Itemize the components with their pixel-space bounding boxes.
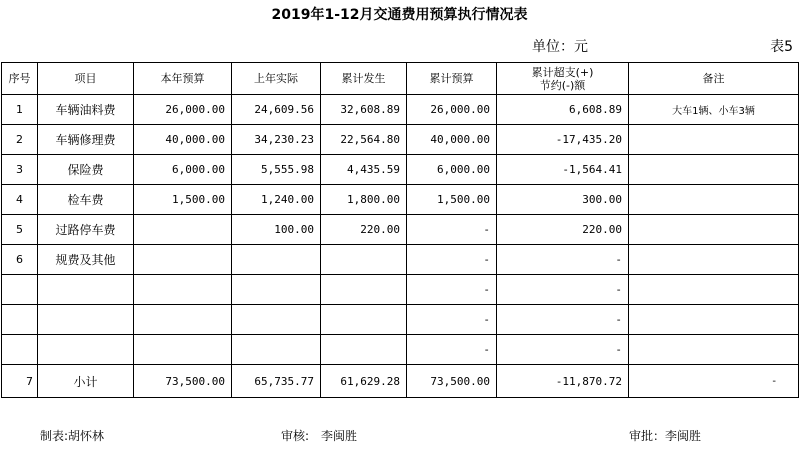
cell-note [629,245,799,275]
header-variance [497,63,629,95]
table-row [2,275,799,305]
cell-item [38,305,134,335]
table-row [2,245,799,275]
cell-item: 小计 [38,365,134,398]
cell-variance: -11,870.72 [497,365,629,398]
cell-budget: 6,000.00 [134,155,232,185]
cell-seq: 4 [2,185,38,215]
cell-variance: 220.00 [497,215,629,245]
cell-seq [2,305,38,335]
table-row [2,185,799,215]
cell-variance: -17,435.20 [497,125,629,155]
page-title: 2019年1-12月交通费用预算执行情况表 [271,7,528,23]
budget-table [1,62,799,398]
cell-cum-actual: 32,608.89 [321,95,407,125]
cell-cum-actual: 1,800.00 [321,185,407,215]
cell-variance: -1,564.41 [497,155,629,185]
cell-item: 检车费 [38,185,134,215]
unit-label: 单位：元 [532,39,588,55]
header-seq: 序号 [2,63,38,95]
table-row [2,215,799,245]
cell-cum-budget: 26,000.00 [407,95,497,125]
cell-cum-budget: 6,000.00 [407,155,497,185]
header-cum-budget: 累计预算 [407,63,497,95]
cell-cum-actual: 220.00 [321,215,407,245]
cell-cum-actual [321,275,407,305]
cell-item: 规费及其他 [38,245,134,275]
header-variance-line1: 累计超支(+) [531,65,594,79]
header-row [2,63,799,95]
cell-last-actual [232,275,321,305]
cell-last-actual [232,305,321,335]
cell-cum-actual: 22,564.80 [321,125,407,155]
header-last-actual: 上年实际 [232,63,321,95]
cell-note [629,335,799,365]
cell-cum-budget: - [407,305,497,335]
cell-variance: - [497,305,629,335]
cell-variance: - [497,275,629,305]
cell-cum-actual: 4,435.59 [321,155,407,185]
cell-last-actual: 5,555.98 [232,155,321,185]
cell-item: 保险费 [38,155,134,185]
cell-cum-budget: - [407,275,497,305]
header-item: 项目 [38,63,134,95]
cell-budget [134,245,232,275]
table-row [2,125,799,155]
cell-note [629,305,799,335]
cell-variance: - [497,245,629,275]
cell-budget: 1,500.00 [134,185,232,215]
cell-seq: 2 [2,125,38,155]
cell-note [629,185,799,215]
cell-variance: 6,608.89 [497,95,629,125]
table-number: 表5 [770,39,793,55]
cell-item: 过路停车费 [38,215,134,245]
approved-by: 审批：李闽胜 [629,429,702,443]
cell-budget [134,335,232,365]
table-row [2,335,799,365]
total-row [2,365,799,398]
cell-budget: 40,000.00 [134,125,232,155]
cell-item: 车辆修理费 [38,125,134,155]
cell-note [629,125,799,155]
cell-seq [2,335,38,365]
cell-cum-budget: 1,500.00 [407,185,497,215]
cell-last-actual: 100.00 [232,215,321,245]
cell-note: 大车1辆、小车3辆 [629,95,799,125]
reviewed-by: 审核: 李闽胜 [281,429,358,443]
cell-last-actual [232,335,321,365]
cell-last-actual: 34,230.23 [232,125,321,155]
cell-cum-actual [321,245,407,275]
cell-seq: 5 [2,215,38,245]
cell-variance: 300.00 [497,185,629,215]
table-row [2,305,799,335]
cell-cum-budget: - [407,335,497,365]
cell-last-actual: 24,609.56 [232,95,321,125]
cell-budget [134,215,232,245]
cell-last-actual: 1,240.00 [232,185,321,215]
cell-item [38,335,134,365]
cell-seq: 6 [2,245,38,275]
cell-note [629,155,799,185]
header-budget: 本年预算 [134,63,232,95]
cell-last-actual: 65,735.77 [232,365,321,398]
cell-cum-actual [321,305,407,335]
cell-variance: - [497,335,629,365]
cell-seq: 3 [2,155,38,185]
cell-budget: 26,000.00 [134,95,232,125]
table-row [2,95,799,125]
table-row [2,155,799,185]
cell-note: - [629,365,799,398]
prepared-by: 制表:胡怀林 [40,429,105,443]
cell-cum-actual: 61,629.28 [321,365,407,398]
cell-seq [2,275,38,305]
cell-seq: 7 [2,365,38,398]
cell-last-actual [232,245,321,275]
cell-seq: 1 [2,95,38,125]
header-note: 备注 [629,63,799,95]
header-cum-actual: 累计发生 [321,63,407,95]
cell-budget: 73,500.00 [134,365,232,398]
cell-cum-actual [321,335,407,365]
header-variance-line2: 节约(-)额 [539,78,586,92]
cell-note [629,275,799,305]
cell-cum-budget: 40,000.00 [407,125,497,155]
cell-cum-budget: - [407,215,497,245]
cell-item: 车辆油料费 [38,95,134,125]
cell-cum-budget: 73,500.00 [407,365,497,398]
cell-note [629,215,799,245]
cell-cum-budget: - [407,245,497,275]
cell-budget [134,275,232,305]
cell-item [38,275,134,305]
cell-budget [134,305,232,335]
